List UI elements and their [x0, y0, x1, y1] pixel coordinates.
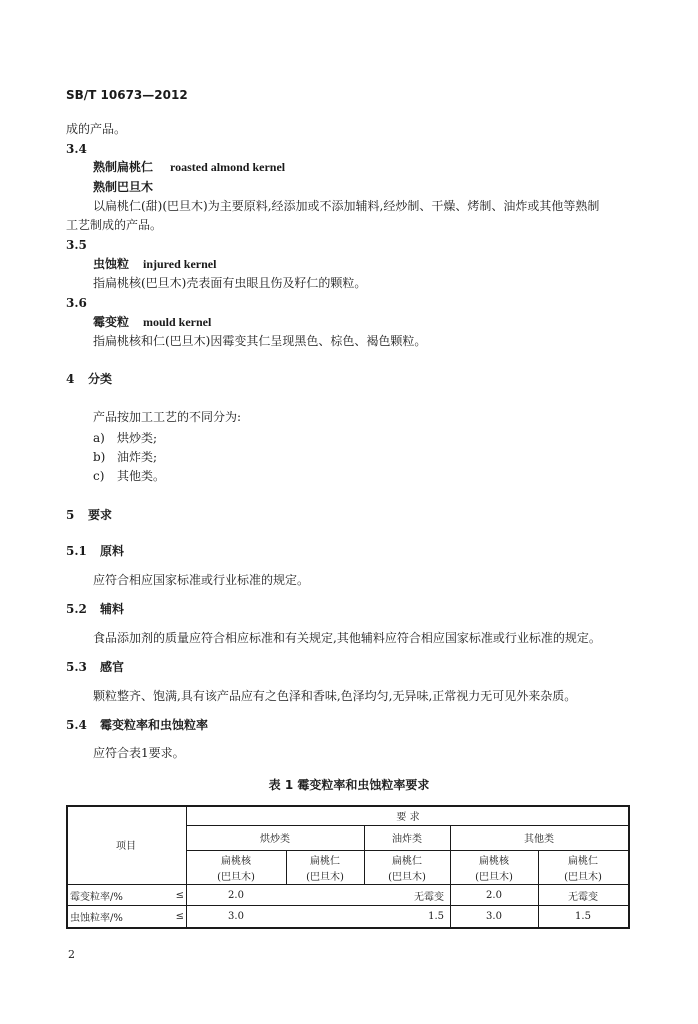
table-subheader-name: 扁桃核	[479, 855, 509, 867]
clause-3-4-term-en: roasted almond kernel	[170, 160, 286, 174]
clause-5-3-number: 5.3	[66, 660, 87, 674]
clause-3-5-definition: 指扁桃核(巴旦木)壳表面有虫眼且伤及籽仁的颗粒。	[93, 276, 367, 290]
table-subheader-name: 扁桃仁	[310, 855, 340, 867]
table-header-group: 油炸类	[392, 834, 422, 845]
table-subheader-name: 扁桃仁	[392, 855, 422, 867]
section-5-number: 5	[66, 508, 75, 522]
clause-3-5-term-en: injured kernel	[143, 257, 217, 271]
list-item-label: a)	[93, 431, 105, 445]
clause-3-4-term-cn: 熟制扁桃仁	[93, 160, 154, 174]
page-number: 2	[68, 948, 75, 961]
table-cell: 1.5	[575, 911, 591, 922]
list-item-label: b)	[93, 450, 106, 464]
table-cell: 3.0	[486, 911, 502, 922]
section-4-intro: 产品按加工工艺的不同分为:	[93, 410, 242, 424]
clause-3-6-term-cn: 霉变粒	[93, 315, 130, 329]
table-cell: 无霉变	[568, 891, 598, 903]
table-row-label: 霉变粒率/%	[70, 891, 123, 903]
table-cell: 1.5	[428, 911, 444, 922]
clause-5-3-title: 感官	[100, 660, 125, 674]
table-cell: 2.0	[486, 889, 502, 901]
list-item-text: 其他类。	[117, 469, 166, 483]
clause-3-4-definition-line2: 工艺制成的产品。	[66, 218, 163, 232]
clause-5-1-title: 原料	[100, 544, 125, 558]
clause-3-5-term-cn: 虫蚀粒	[93, 257, 130, 271]
table-subheader-note: (巴旦木)	[475, 871, 513, 883]
table-subheader-note: (巴旦木)	[564, 871, 602, 883]
clause-3-4-definition-line1: 以扁桃仁(甜)(巴旦木)为主要原料,经添加或不添加辅料,经炒制、干燥、烤制、油炸或其他等熟制	[93, 199, 600, 213]
requirements-table	[66, 805, 630, 929]
table-subheader-name: 扁桃核	[221, 855, 251, 867]
clause-5-2-text: 食品添加剂的质量应符合相应标准和有关规定,其他辅料应符合相应国家标准或行业标准的规定。	[93, 631, 601, 645]
clause-5-3-text: 颗粒整齐、饱满,具有该产品应有之色泽和香味,色泽均匀,无异味,正常视力无可见外来杂质。	[93, 689, 577, 703]
standard-code-header: SB/T 10673—2012	[66, 88, 188, 102]
list-item-label: c)	[93, 469, 105, 483]
clause-5-2-number: 5.2	[66, 602, 87, 616]
clause-3-6-definition: 指扁桃核和仁(巴旦木)因霉变其仁呈现黑色、棕色、褐色颗粒。	[93, 334, 427, 348]
clause-5-2-title: 辅料	[100, 602, 125, 616]
list-item-text: 烘炒类;	[117, 431, 158, 445]
clause-3-5-number: 3.5	[66, 238, 87, 252]
list-item-text: 油炸类;	[117, 450, 158, 464]
table-cell: 3.0	[228, 911, 244, 922]
table-caption: 表 1 霉变粒率和虫蚀粒率要求	[268, 778, 430, 792]
table-subheader-note: (巴旦木)	[217, 871, 255, 883]
table-header-requirement: 要 求	[396, 811, 420, 823]
table-row-label: 虫蚀粒率/%	[70, 913, 123, 924]
table-subheader-note: (巴旦木)	[306, 871, 344, 883]
section-4-title: 分类	[88, 372, 113, 386]
clause-5-1-number: 5.1	[66, 544, 87, 558]
table-row-symbol: ≤	[175, 889, 184, 901]
table-cell: 无霉变	[414, 891, 444, 903]
clause-3-4-number: 3.4	[66, 142, 87, 156]
clause-5-4-number: 5.4	[66, 718, 87, 732]
clause-3-6-term-en: mould kernel	[143, 315, 212, 329]
table-row-symbol: ≤	[175, 911, 184, 922]
clause-3-4-alias: 熟制巴旦木	[93, 180, 154, 194]
clause-5-1-text: 应符合相应国家标准或行业标准的规定。	[93, 573, 310, 587]
table-subheader-name: 扁桃仁	[568, 855, 598, 867]
clause-5-4-text: 应符合表1要求。	[93, 746, 185, 760]
table-header-item: 项目	[116, 841, 136, 852]
table-cell: 2.0	[228, 889, 244, 901]
section-5-title: 要求	[88, 508, 113, 522]
section-4-number: 4	[66, 372, 75, 386]
clause-3-6-number: 3.6	[66, 296, 87, 310]
clause-5-4-title: 霉变粒率和虫蚀粒率	[100, 718, 209, 732]
table-header-group: 其他类	[524, 834, 554, 845]
continued-text: 成的产品。	[66, 122, 127, 136]
table-subheader-note: (巴旦木)	[388, 871, 426, 883]
table-header-group: 烘炒类	[260, 834, 290, 845]
